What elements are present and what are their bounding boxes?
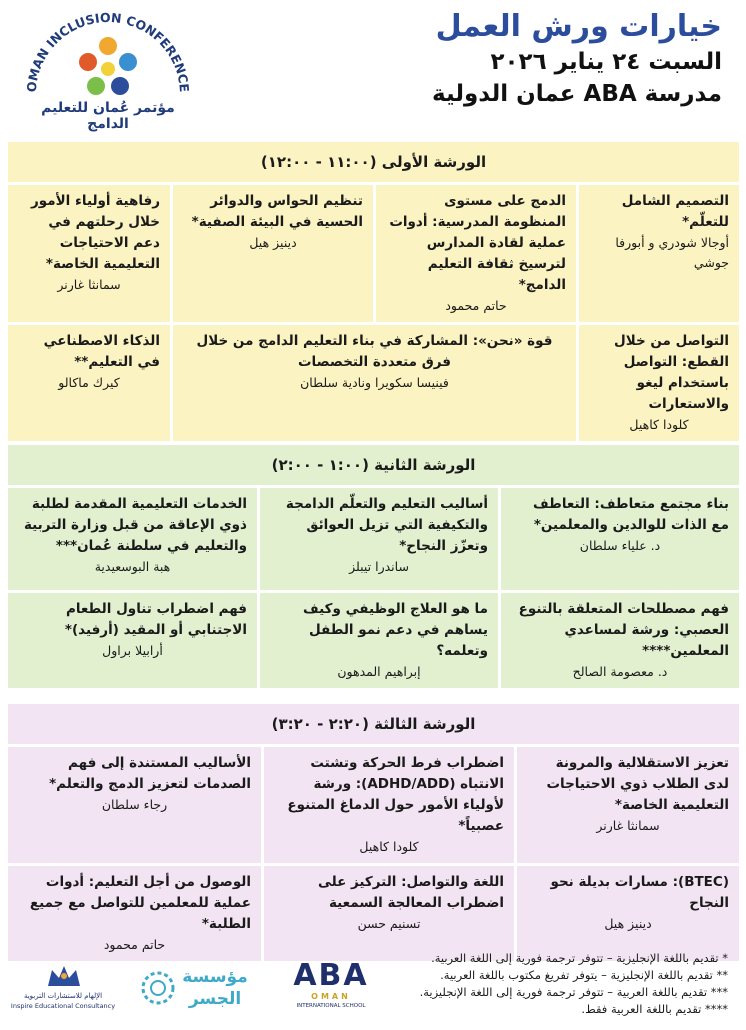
page-header	[0, 0, 746, 130]
workshop-title: (BTEC): مسارات بديلة نحو النجاح	[550, 874, 729, 911]
workshop-title: تعزيز الاستقلالية والمرونة لدى الطلاب ذوي الاحتياجات التعليمية الخاصة*	[546, 755, 729, 813]
workshop-card	[501, 488, 739, 590]
session-2	[8, 445, 739, 688]
workshop-presenter: أرابيلا براول	[102, 643, 163, 658]
event-venue: مدرسة ABA عمان الدولية	[432, 81, 722, 107]
inspire-consultancy-logo	[8, 964, 118, 1020]
workshop-title: فهم اضطراب تناول الطعام الاجتنابي أو المقيد (أرفيد)*	[64, 601, 247, 638]
workshop-presenter: إبراهيم المدهون	[337, 664, 421, 679]
workshop-card	[579, 325, 739, 441]
workshop-presenter: دينيز هيل	[249, 235, 297, 250]
workshop-card	[8, 747, 261, 863]
workshop-presenter: سمانثا غارنر	[57, 277, 121, 292]
workshop-presenter: ساندرا تيبلز	[349, 559, 409, 574]
workshop-title: الدمج على مستوى المنظومة المدرسية: أدوات عملية لقادة المدارس لترسيخ ثقافة التعليم الدامج*	[389, 193, 566, 293]
workshop-title: الخدمات التعليمية المقدمة لطلبة ذوي الإعاقة من قبل وزارة التربية والتعليم في سلطنة عُمان***	[23, 496, 247, 554]
workshop-card	[260, 488, 498, 590]
workshop-card	[8, 593, 257, 688]
workshop-title: تنظيم الحواس والدوائر الحسية في البيئة الصفية*	[191, 193, 363, 230]
jisr-logo-text: مؤسسة الجسر	[182, 967, 248, 1009]
jisr-foundation-logo	[140, 958, 250, 1018]
workshop-title: الوصول من أجل التعليم: أدوات عملية للمعلمين للتواصل مع جميع الطلبة*	[29, 874, 251, 932]
workshop-title: أساليب التعليم والتعلّم الدامجة والتكيفية التي تزيل العوائق وتعزّز النجاح*	[285, 496, 488, 554]
workshop-card	[173, 325, 576, 441]
workshop-title: ما هو العلاج الوظيفي وكيف يساهم في دعم نمو الطفل وتعلمه؟	[303, 601, 488, 659]
event-date: السبت ٢٤ يناير ٢٠٢٦	[490, 49, 722, 75]
workshop-card	[579, 185, 739, 322]
workshop-card	[8, 325, 170, 441]
workshop-presenter: كلودا كاهيل	[629, 417, 689, 432]
session-3	[8, 704, 739, 961]
inspire-logo-ar: الإلهام للاستشارات التربوية	[23, 992, 103, 1000]
workshop-card	[264, 747, 514, 863]
note-line: *** تقديم باللغة العربية – تتوفر ترجمة فورية إلى اللغة الإنجليزية.	[419, 985, 728, 999]
workshop-card	[260, 593, 498, 688]
workshop-presenter: تسنيم حسن	[357, 916, 421, 931]
aba-school-logo	[286, 960, 376, 1016]
workshop-presenter: رجاء سلطان	[101, 797, 168, 812]
workshop-presenter: كلودا كاهيل	[359, 839, 419, 854]
workshop-presenter: حاتم محمود	[103, 937, 166, 952]
workshop-card	[376, 185, 576, 322]
session-1	[8, 142, 739, 441]
workshop-title: اللغة والتواصل: التركيز على اضطراب المعالجة السمعية	[317, 874, 504, 911]
jisr-emblem-icon	[140, 970, 176, 1006]
language-notes	[378, 950, 728, 1018]
workshop-presenter: هبة البوسعيدية	[94, 559, 171, 574]
workshop-title: قوة «نحن»: المشاركة في بناء التعليم الدامج من خلال فرق متعددة التخصصات	[196, 333, 553, 370]
workshop-presenter: د. معصومة الصالح	[572, 664, 668, 679]
session-title: الورشة الأولى (١١:٠٠ - ١٢:٠٠)	[8, 142, 739, 182]
workshop-presenter: حاتم محمود	[445, 298, 507, 313]
aba-logo-sub1: OMAN	[311, 992, 351, 1001]
crown-icon	[44, 964, 84, 988]
workshop-presenter: فينيسا سكويرا ونادية سلطان	[300, 375, 449, 390]
workshop-presenter: سمانثا غارنر	[596, 818, 660, 833]
session-title: الورشة الثانية (١:٠٠ - ٢:٠٠)	[8, 445, 739, 485]
workshop-title: فهم مصطلحات المتعلقة بالتنوع العصبي: ورشة لمساعدي المعلمين****	[518, 601, 729, 659]
inspire-logo-en: Inspire Educational Consultancy	[10, 1002, 116, 1010]
aba-logo-sub2: INTERNATIONAL SCHOOL	[296, 1003, 366, 1009]
note-line: **** تقديم باللغة العربية فقط.	[581, 1002, 728, 1016]
workshop-title: بناء مجتمع متعاطف: التعاطف مع الذات للوالدين والمعلمين*	[533, 496, 729, 533]
conference-name-ar: مؤتمر عُمان للتعليم الدامج	[41, 100, 175, 132]
workshop-title: الذكاء الاصطناعي في التعليم**	[43, 333, 160, 370]
workshop-presenter: د. علياء سلطان	[579, 538, 661, 553]
workshop-presenter: كيرك ماكالو	[58, 375, 120, 390]
workshop-card	[501, 593, 739, 688]
page-title: خيارات ورش العمل	[435, 9, 722, 44]
workshop-title: رفاهية أولياء الأمور خلال رحلتهم في دعم الاحتياجات التعليمية الخاصة*	[31, 193, 160, 272]
note-line: * تقديم باللغة الإنجليزية – تتوفر ترجمة فورية إلى اللغة العربية.	[431, 951, 728, 965]
workshop-presenter: دينيز هيل	[604, 916, 652, 931]
page-footer	[0, 942, 746, 1030]
workshop-card	[517, 747, 739, 863]
conference-name-en: OMAN INCLUSION CONFERENCE	[23, 9, 193, 93]
workshop-title: اضطراب فرط الحركة وتشتت الانتباه (ADHD/ADD): ورشة لأولياء الأمور حول الدماغ المتنوع عصبياً*	[287, 755, 504, 834]
workshop-presenter: أوجالا شودري و أبورفا جوشي	[615, 235, 729, 270]
session-title: الورشة الثالثة (٢:٢٠ - ٣:٢٠)	[8, 704, 739, 744]
title-block	[302, 8, 722, 110]
workshop-card	[173, 185, 373, 322]
workshop-title: التواصل من خلال القطع: التواصل باستخدام ليغو والاستعارات	[614, 333, 729, 412]
workshop-title: التصميم الشامل للتعلّم*	[621, 193, 729, 230]
note-line: ** تقديم باللغة الإنجليزية – يتوفر تفريغ مكتوب باللغة العربية.	[440, 968, 728, 982]
aba-logo-text: ABA	[293, 958, 369, 993]
workshop-card	[8, 488, 257, 590]
workshop-title: الأساليب المستندة إلى فهم الصدمات لتعزيز الدمج والتعلم*	[49, 755, 251, 792]
conference-logo	[18, 4, 198, 132]
workshop-card	[8, 185, 170, 322]
